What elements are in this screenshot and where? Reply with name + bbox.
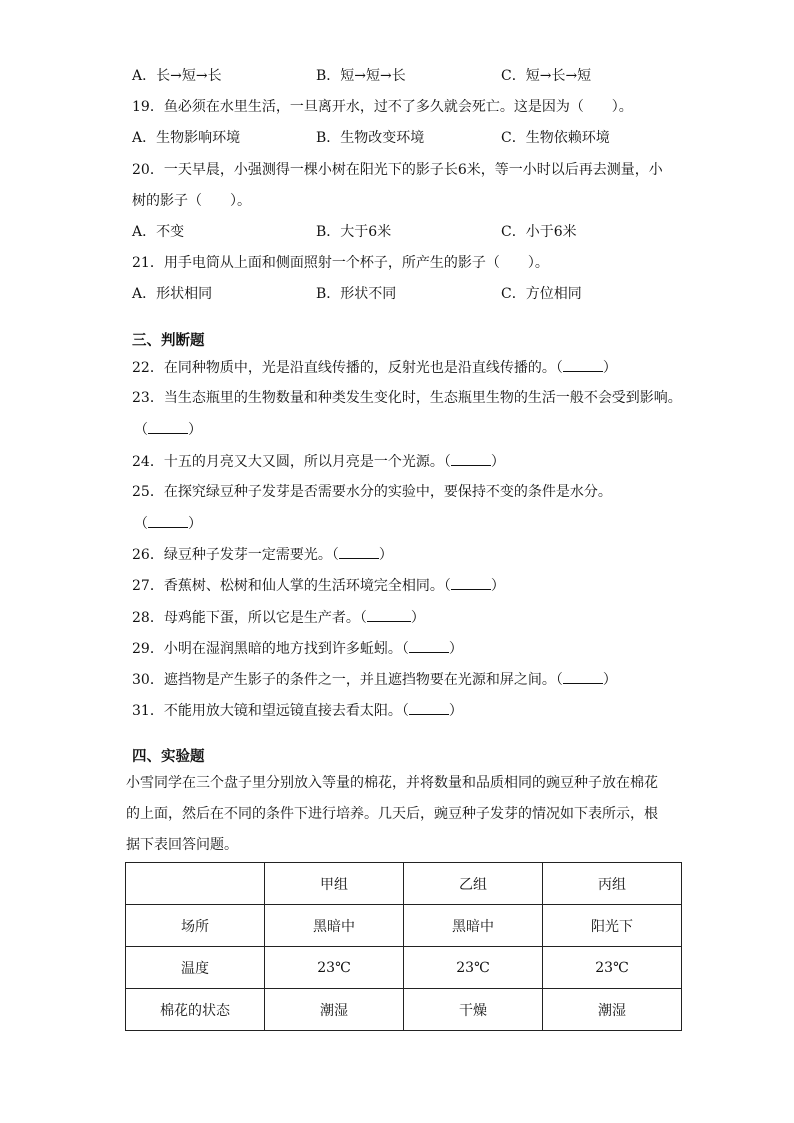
table-header-row — [126, 863, 682, 905]
q31-text: 31．不能用放大镜和望远镜直接去看太阳。（ — [132, 703, 409, 719]
q21-option-a: A．形状相同 — [132, 286, 213, 302]
answer-blank[interactable] — [563, 669, 603, 684]
table-cell: 干燥 — [404, 989, 543, 1031]
q23-line1: 23．当生态瓶里的生物数量和种类发生变化时，生态瓶里生物的生活一般不会受到影响。 — [132, 390, 682, 406]
answer-blank[interactable] — [367, 607, 411, 622]
table-cell: 棉花的状态 — [126, 989, 265, 1031]
q19-option-a: A．生物影响环境 — [132, 130, 241, 146]
q30-text: 30．遮挡物是产生影子的条件之一，并且遮挡物要在光源和屏之间。（ — [132, 672, 563, 688]
q21-stem: 21．用手电筒从上面和侧面照射一个杯子，所产生的影子（ ）。 — [132, 255, 549, 271]
q29 — [132, 638, 463, 659]
close-paren: ） — [410, 610, 425, 626]
answer-blank[interactable] — [451, 451, 491, 466]
q20-option-b: B．大于6米 — [316, 224, 392, 240]
q21-option-b: B．形状不同 — [316, 286, 397, 302]
q23-line2 — [134, 419, 202, 440]
q22-text: 22．在同种物质中，光是沿直线传播的，反射光也是沿直线传播的。（ — [132, 360, 563, 376]
table-row — [126, 905, 682, 947]
close-paren: ） — [490, 578, 505, 594]
table-header-cell: 丙组 — [543, 863, 682, 905]
q27-text: 27．香蕉树、松树和仙人掌的生活环境完全相同。（ — [132, 578, 451, 594]
table-header-cell — [126, 863, 265, 905]
close-paren: ） — [490, 454, 505, 470]
table-cell: 23℃ — [404, 947, 543, 989]
q26-text: 26．绿豆种子发芽一定需要光。（ — [132, 547, 339, 563]
q20-option-a: A．不变 — [132, 224, 185, 240]
close-paren: ） — [602, 360, 617, 376]
q20-stem-line2: 树的影子（ ）。 — [132, 193, 251, 209]
close-paren: ） — [188, 516, 202, 532]
table-cell: 黑暗中 — [404, 905, 543, 947]
answer-blank[interactable] — [148, 419, 188, 434]
q28-text: 28．母鸡能下蛋，所以它是生产者。（ — [132, 610, 367, 626]
open-paren: （ — [134, 516, 148, 532]
table-cell: 潮湿 — [265, 989, 404, 1031]
q30 — [132, 669, 617, 690]
close-paren: ） — [448, 641, 463, 657]
experiment-table — [125, 862, 682, 1031]
table-cell: 潮湿 — [543, 989, 682, 1031]
table-row — [126, 947, 682, 989]
table-header-cell: 甲组 — [265, 863, 404, 905]
open-paren: （ — [134, 422, 148, 438]
experiment-intro-line3: 据下表回答问题。 — [126, 837, 238, 853]
experiment-intro-line1: 小雪同学在三个盘子里分别放入等量的棉花，并将数量和品质相同的豌豆种子放在棉花 — [126, 775, 658, 791]
table-cell: 温度 — [126, 947, 265, 989]
q29-text: 29．小明在湿润黑暗的地方找到许多蚯蚓。（ — [132, 641, 409, 657]
q24-text: 24．十五的月亮又大又圆，所以月亮是一个光源。（ — [132, 454, 451, 470]
q19-stem: 19．鱼必须在水里生活，一旦离开水，过不了多久就会死亡。这是因为（ ）。 — [132, 99, 633, 115]
answer-blank[interactable] — [148, 513, 188, 528]
q19-option-b: B．生物改变环境 — [316, 130, 425, 146]
table-cell: 23℃ — [265, 947, 404, 989]
q31 — [132, 700, 463, 721]
q18-option-a: A．长→短→长 — [132, 68, 222, 84]
answer-blank[interactable] — [409, 700, 449, 715]
q24 — [132, 451, 505, 472]
section4-title: 四、实验题 — [132, 749, 205, 765]
q20-stem-line1: 20．一天早晨，小强测得一棵小树在阳光下的影子长6米，等一小时以后再去测量，小 — [132, 162, 663, 178]
q27 — [132, 575, 505, 596]
close-paren: ） — [188, 422, 202, 438]
table-cell: 场所 — [126, 905, 265, 947]
answer-blank[interactable] — [563, 357, 603, 372]
q25-line1: 25．在探究绿豆种子发芽是否需要水分的实验中，要保持不变的条件是水分。 — [132, 484, 612, 500]
close-paren: ） — [602, 672, 617, 688]
section3-title: 三、判断题 — [132, 333, 205, 349]
q22 — [132, 357, 617, 378]
q26 — [132, 544, 393, 565]
answer-blank[interactable] — [409, 638, 449, 653]
q28 — [132, 607, 425, 628]
q19-option-c: C．生物依赖环境 — [501, 130, 610, 146]
experiment-intro-line2: 的上面，然后在不同的条件下进行培养。几天后，豌豆种子发芽的情况如下表所示，根 — [126, 806, 658, 822]
table-header-cell: 乙组 — [404, 863, 543, 905]
q21-option-c: C．方位相同 — [501, 286, 582, 302]
close-paren: ） — [378, 547, 393, 563]
q18-option-c: C．短→长→短 — [501, 68, 592, 84]
table-cell: 阳光下 — [543, 905, 682, 947]
q20-option-c: C．小于6米 — [501, 224, 577, 240]
table-row — [126, 989, 682, 1031]
answer-blank[interactable] — [339, 544, 379, 559]
close-paren: ） — [448, 703, 463, 719]
table-cell: 黑暗中 — [265, 905, 404, 947]
q18-option-b: B．短→短→长 — [316, 68, 406, 84]
answer-blank[interactable] — [451, 575, 491, 590]
q25-line2 — [134, 513, 202, 534]
table-cell: 23℃ — [543, 947, 682, 989]
